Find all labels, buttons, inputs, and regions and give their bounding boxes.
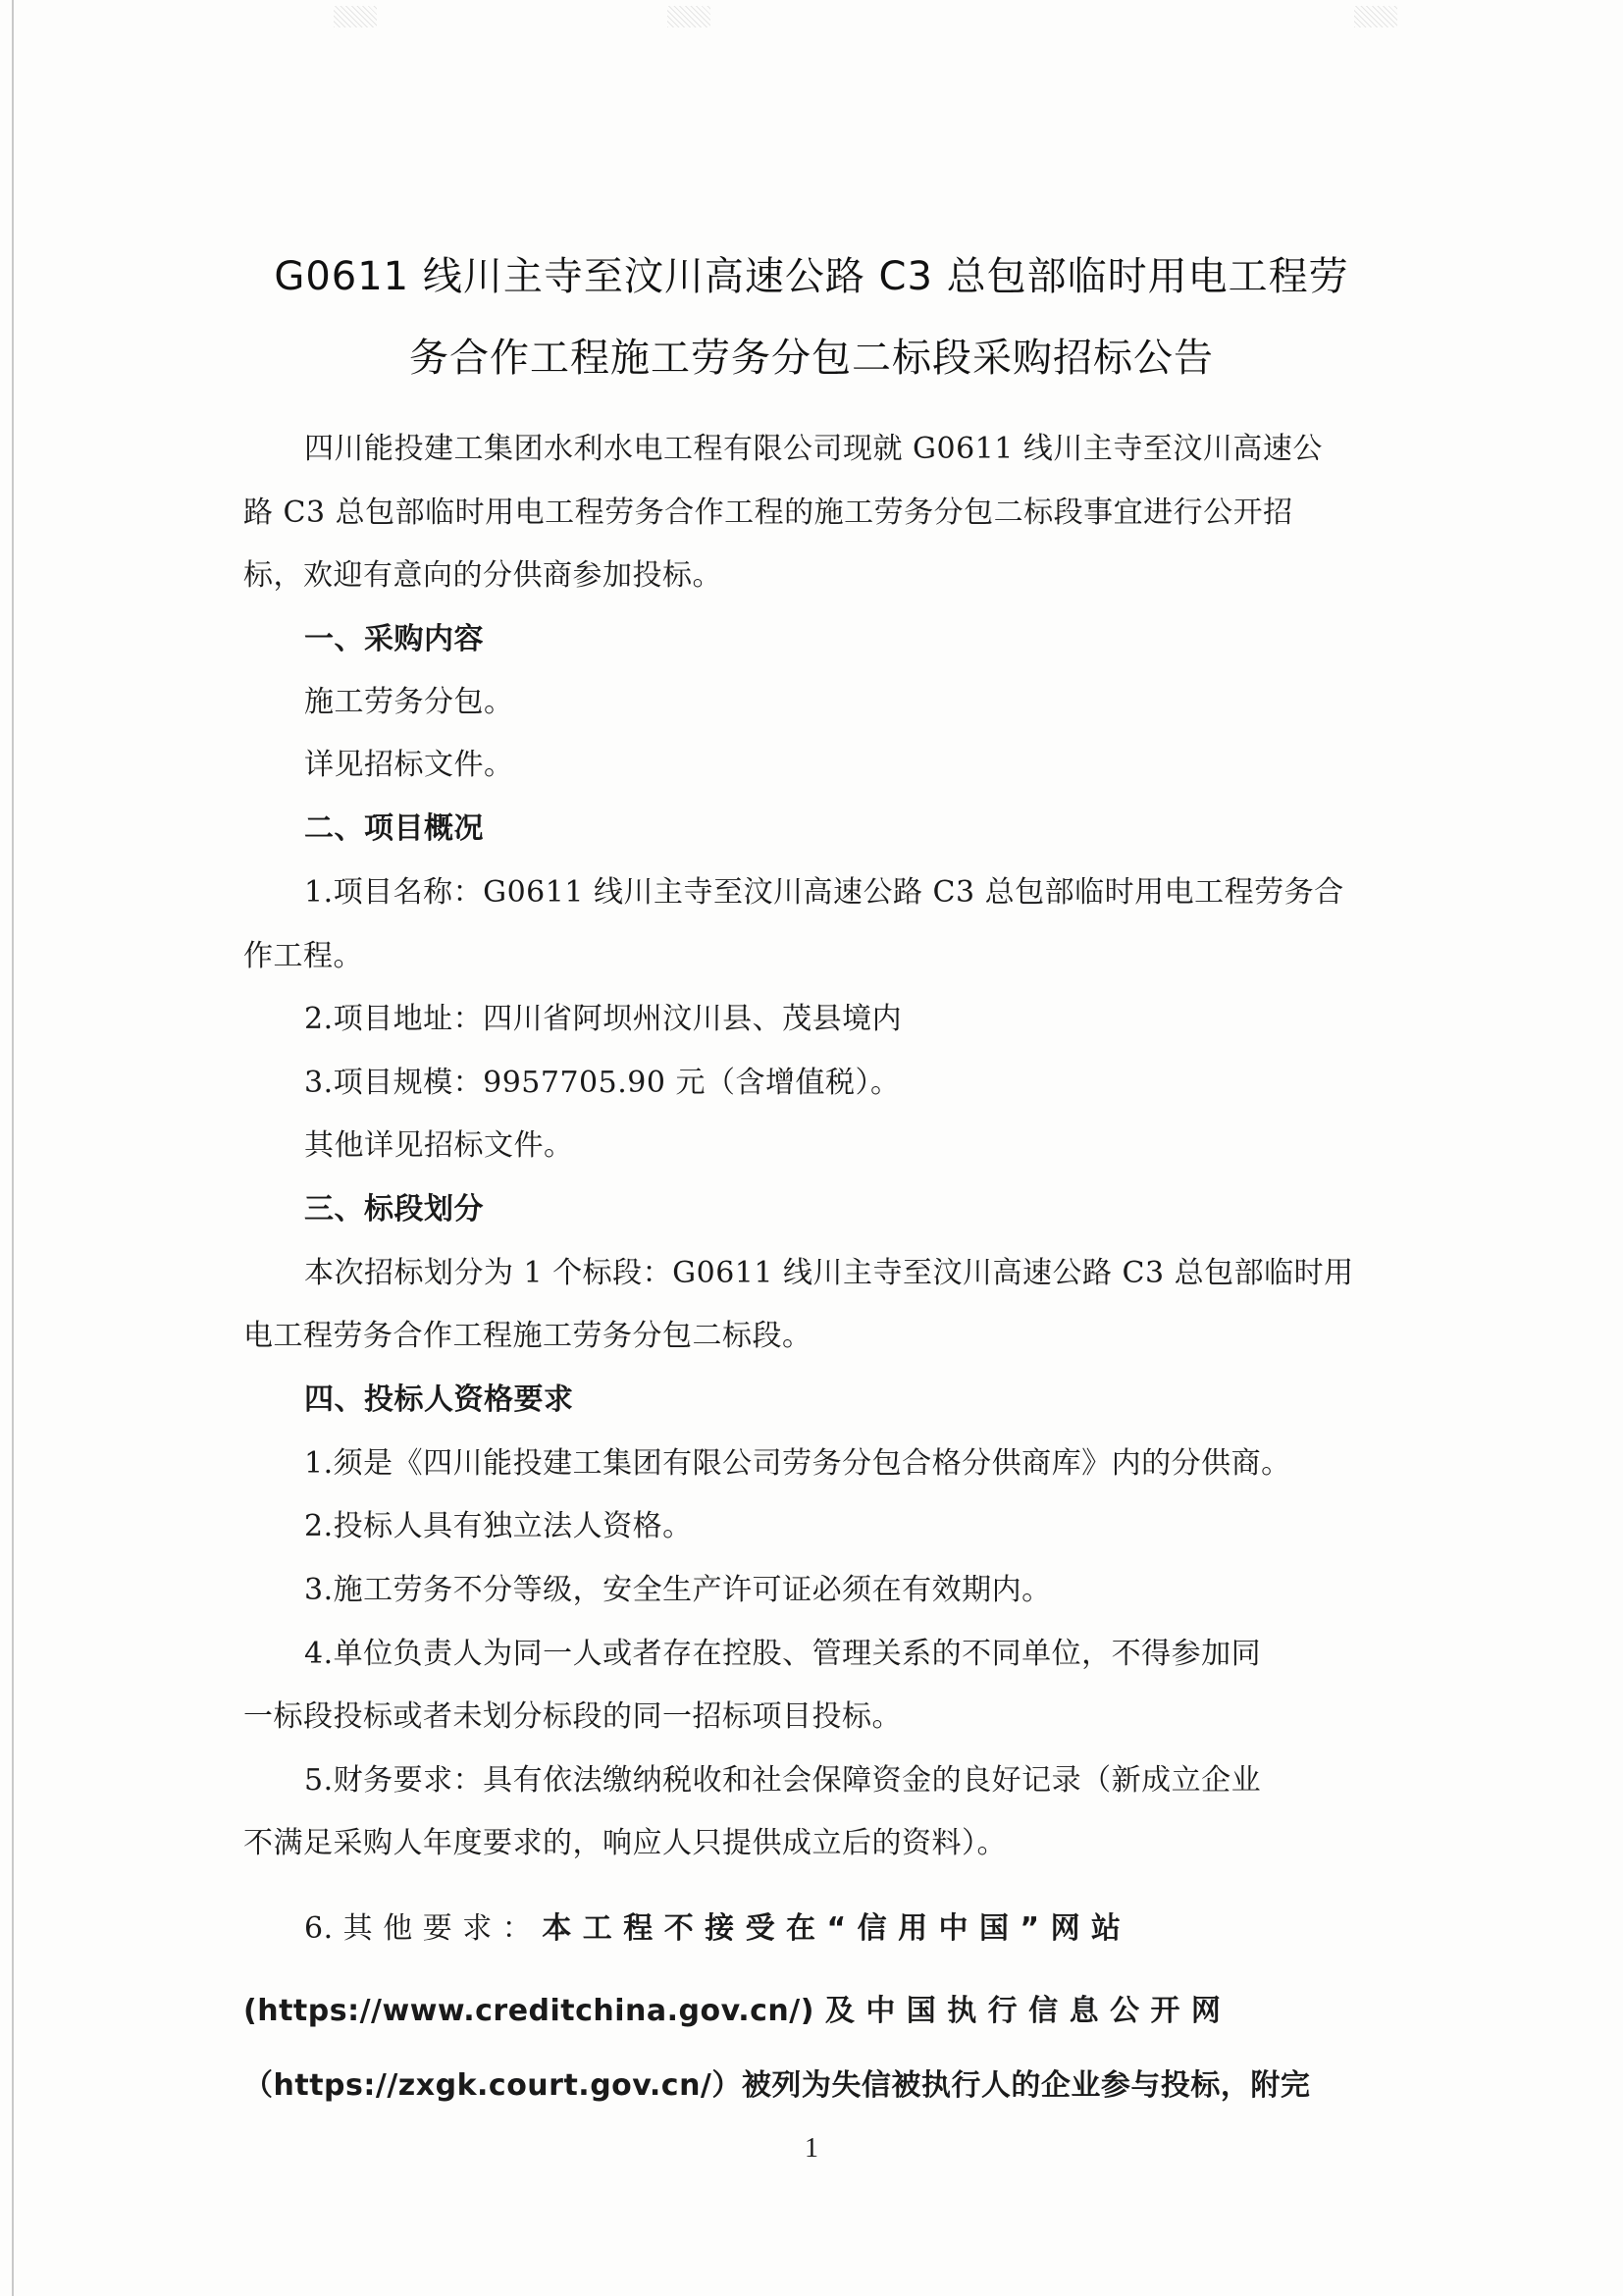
requirement-5-line-2: 不满足采购人年度要求的，响应人只提供成立后的资料）。 xyxy=(243,1826,1007,1860)
intro-line-2: 路 C3 总包部临时用电工程劳务合作工程的施工劳务分包二标段事宜进行公开招 xyxy=(243,496,1293,530)
requirement-6-line-1 xyxy=(304,1909,1384,1949)
requirement-6-line-2: (https://www.creditchina.gov.cn/) 及 中 国 执 行 信 息 公 开 网 xyxy=(243,1994,1222,2028)
section-heading-overview: 二、项目概况 xyxy=(304,811,484,846)
scan-artifact xyxy=(1354,6,1397,27)
section-heading-qualifications: 四、投标人资格要求 xyxy=(304,1383,574,1417)
procurement-content-2: 详见招标文件。 xyxy=(304,748,514,782)
requirement-5-line-1: 5.财务要求：具有依法缴纳税收和社会保障资金的良好记录（新成立企业 xyxy=(304,1763,1262,1798)
requirement-6-line-3: （https://zxgk.court.gov.cn/）被列为失信被执行人的企业参与投标，附完 xyxy=(243,2068,1311,2103)
project-address: 2.项目地址：四川省阿坝州汶川县、茂县境内 xyxy=(304,1002,903,1036)
intro-line-1: 四川能投建工集团水利水电工程有限公司现就 G0611 线川主寺至汶川高速公 xyxy=(304,432,1323,466)
page-number: 1 xyxy=(805,2133,818,2164)
requirement-1: 1.须是《四川能投建工集团有限公司劳务分包合格分供商库》内的分供商。 xyxy=(304,1446,1291,1481)
lots-line-1: 本次招标划分为 1 个标段：G0611 线川主寺至汶川高速公路 C3 总包部临时用 xyxy=(304,1256,1354,1290)
project-scale: 3.项目规模：9957705.90 元（含增值税）。 xyxy=(304,1066,901,1100)
requirement-4-line-1: 4.单位负责人为同一人或者存在控股、管理关系的不同单位，不得参加同 xyxy=(304,1637,1262,1671)
section-heading-lots: 三、标段划分 xyxy=(304,1192,484,1226)
scan-artifact xyxy=(334,6,377,27)
project-other: 其他详见招标文件。 xyxy=(304,1128,574,1163)
intro-line-3: 标，欢迎有意向的分供商参加投标。 xyxy=(243,558,722,593)
lots-line-2: 电工程劳务合作工程施工劳务分包二标段。 xyxy=(243,1319,812,1353)
requirement-4-line-2: 一标段投标或者未划分标段的同一招标项目投标。 xyxy=(243,1699,902,1734)
requirement-2: 2.投标人具有独立法人资格。 xyxy=(304,1509,693,1543)
project-name-line-1: 1.项目名称：G0611 线川主寺至汶川高速公路 C3 总包部临时用电工程劳务合 xyxy=(304,875,1344,910)
project-name-line-2: 作工程。 xyxy=(243,939,363,973)
section-heading-procurement: 一、采购内容 xyxy=(304,622,484,656)
document-title-line-1: G0611 线川主寺至汶川高速公路 C3 总包部临时用电工程劳 xyxy=(274,254,1349,299)
requirement-6-prefix: 6. 其 他 要 求 ： xyxy=(304,1911,533,1946)
requirement-3: 3.施工劳务不分等级，安全生产许可证必须在有效期内。 xyxy=(304,1573,1052,1607)
scan-artifact xyxy=(667,6,710,27)
requirement-6-bold-text: 本 工 程 不 接 受 在 “ 信 用 中 国 ” 网 站 xyxy=(542,1911,1122,1946)
procurement-content-1: 施工劳务分包。 xyxy=(304,685,514,719)
document-title-line-2: 务合作工程施工劳务分包二标段采购招标公告 xyxy=(409,336,1214,381)
